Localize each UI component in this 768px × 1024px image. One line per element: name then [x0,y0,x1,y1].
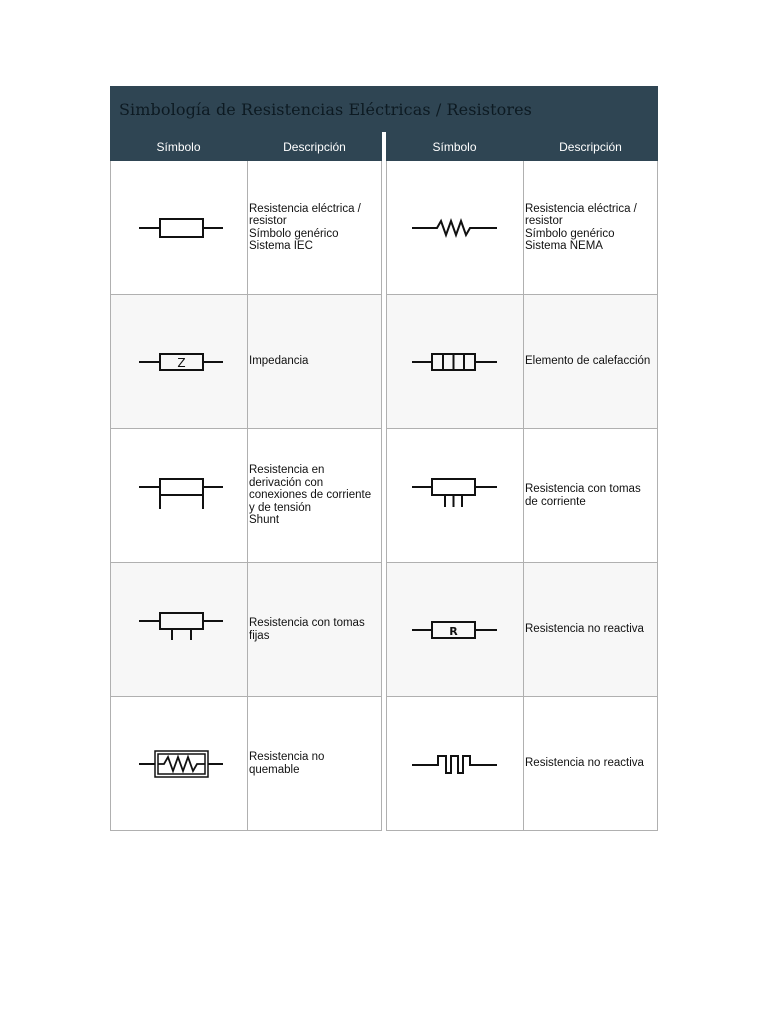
table-row [386,161,658,295]
symbol-cell [386,429,523,563]
description-cell: Resistencia eléctrica / resistor Símbolo genérico Sistema IEC [247,161,382,295]
description-cell: Resistencia eléctrica / resistor Símbolo genérico Sistema NEMA [523,161,658,295]
current-tap-resistor-icon [410,476,500,516]
non-reactive-square-wave-icon [410,749,500,779]
symbol-cell [386,295,523,429]
page-title: Simbología de Resistencias Eléctricas / Resistores [119,99,532,119]
symbol-cell [386,161,523,295]
table-row [386,697,658,831]
symbol-cell [110,697,247,831]
left-table-header [110,132,382,161]
description-cell: Resistencia no reactiva [523,563,658,697]
table-row [110,563,382,697]
description-cell: Resistencia con tomas de corriente [523,429,658,563]
left-table [110,132,382,831]
table-row [110,295,382,429]
title-bar [110,86,658,132]
impedance-label: Z [177,355,186,370]
shunt-resistor-icon [134,476,224,516]
table-row [110,697,382,831]
description-cell: Resistencia con tomas fijas [247,563,382,697]
non-reactive-label: R [449,624,458,638]
description-cell: Resistencia no reactiva [523,697,658,831]
description-cell: Impedancia [247,295,382,429]
non-burning-resistor-icon [134,747,224,781]
impedance-icon [134,347,224,377]
symbol-cell [386,563,523,697]
heating-element-icon [410,347,500,377]
header-symbol: Símbolo [156,139,201,154]
table-row [386,429,658,563]
non-reactive-resistor-icon [410,615,500,645]
symbol-cell [110,429,247,563]
symbol-cell [110,295,247,429]
table-row [110,429,382,563]
table-row [386,295,658,429]
description-cell: Resistencia en derivación con conexiones de corriente y de tensión Shunt [247,429,382,563]
symbol-cell [386,697,523,831]
description-cell: Elemento de calefacción [523,295,658,429]
right-table-header [386,132,658,161]
header-description: Descripción [283,139,346,154]
nema-resistor-icon [410,213,500,243]
right-table [386,132,658,831]
symbol-cell [110,161,247,295]
symbol-cell [110,563,247,697]
fixed-tap-resistor-icon [134,610,224,650]
table-row [386,563,658,697]
description-cell: Resistencia no quemable [247,697,382,831]
iec-resistor-icon [134,213,224,243]
table-row [110,161,382,295]
header-symbol: Símbolo [432,139,477,154]
header-description: Descripción [559,139,622,154]
